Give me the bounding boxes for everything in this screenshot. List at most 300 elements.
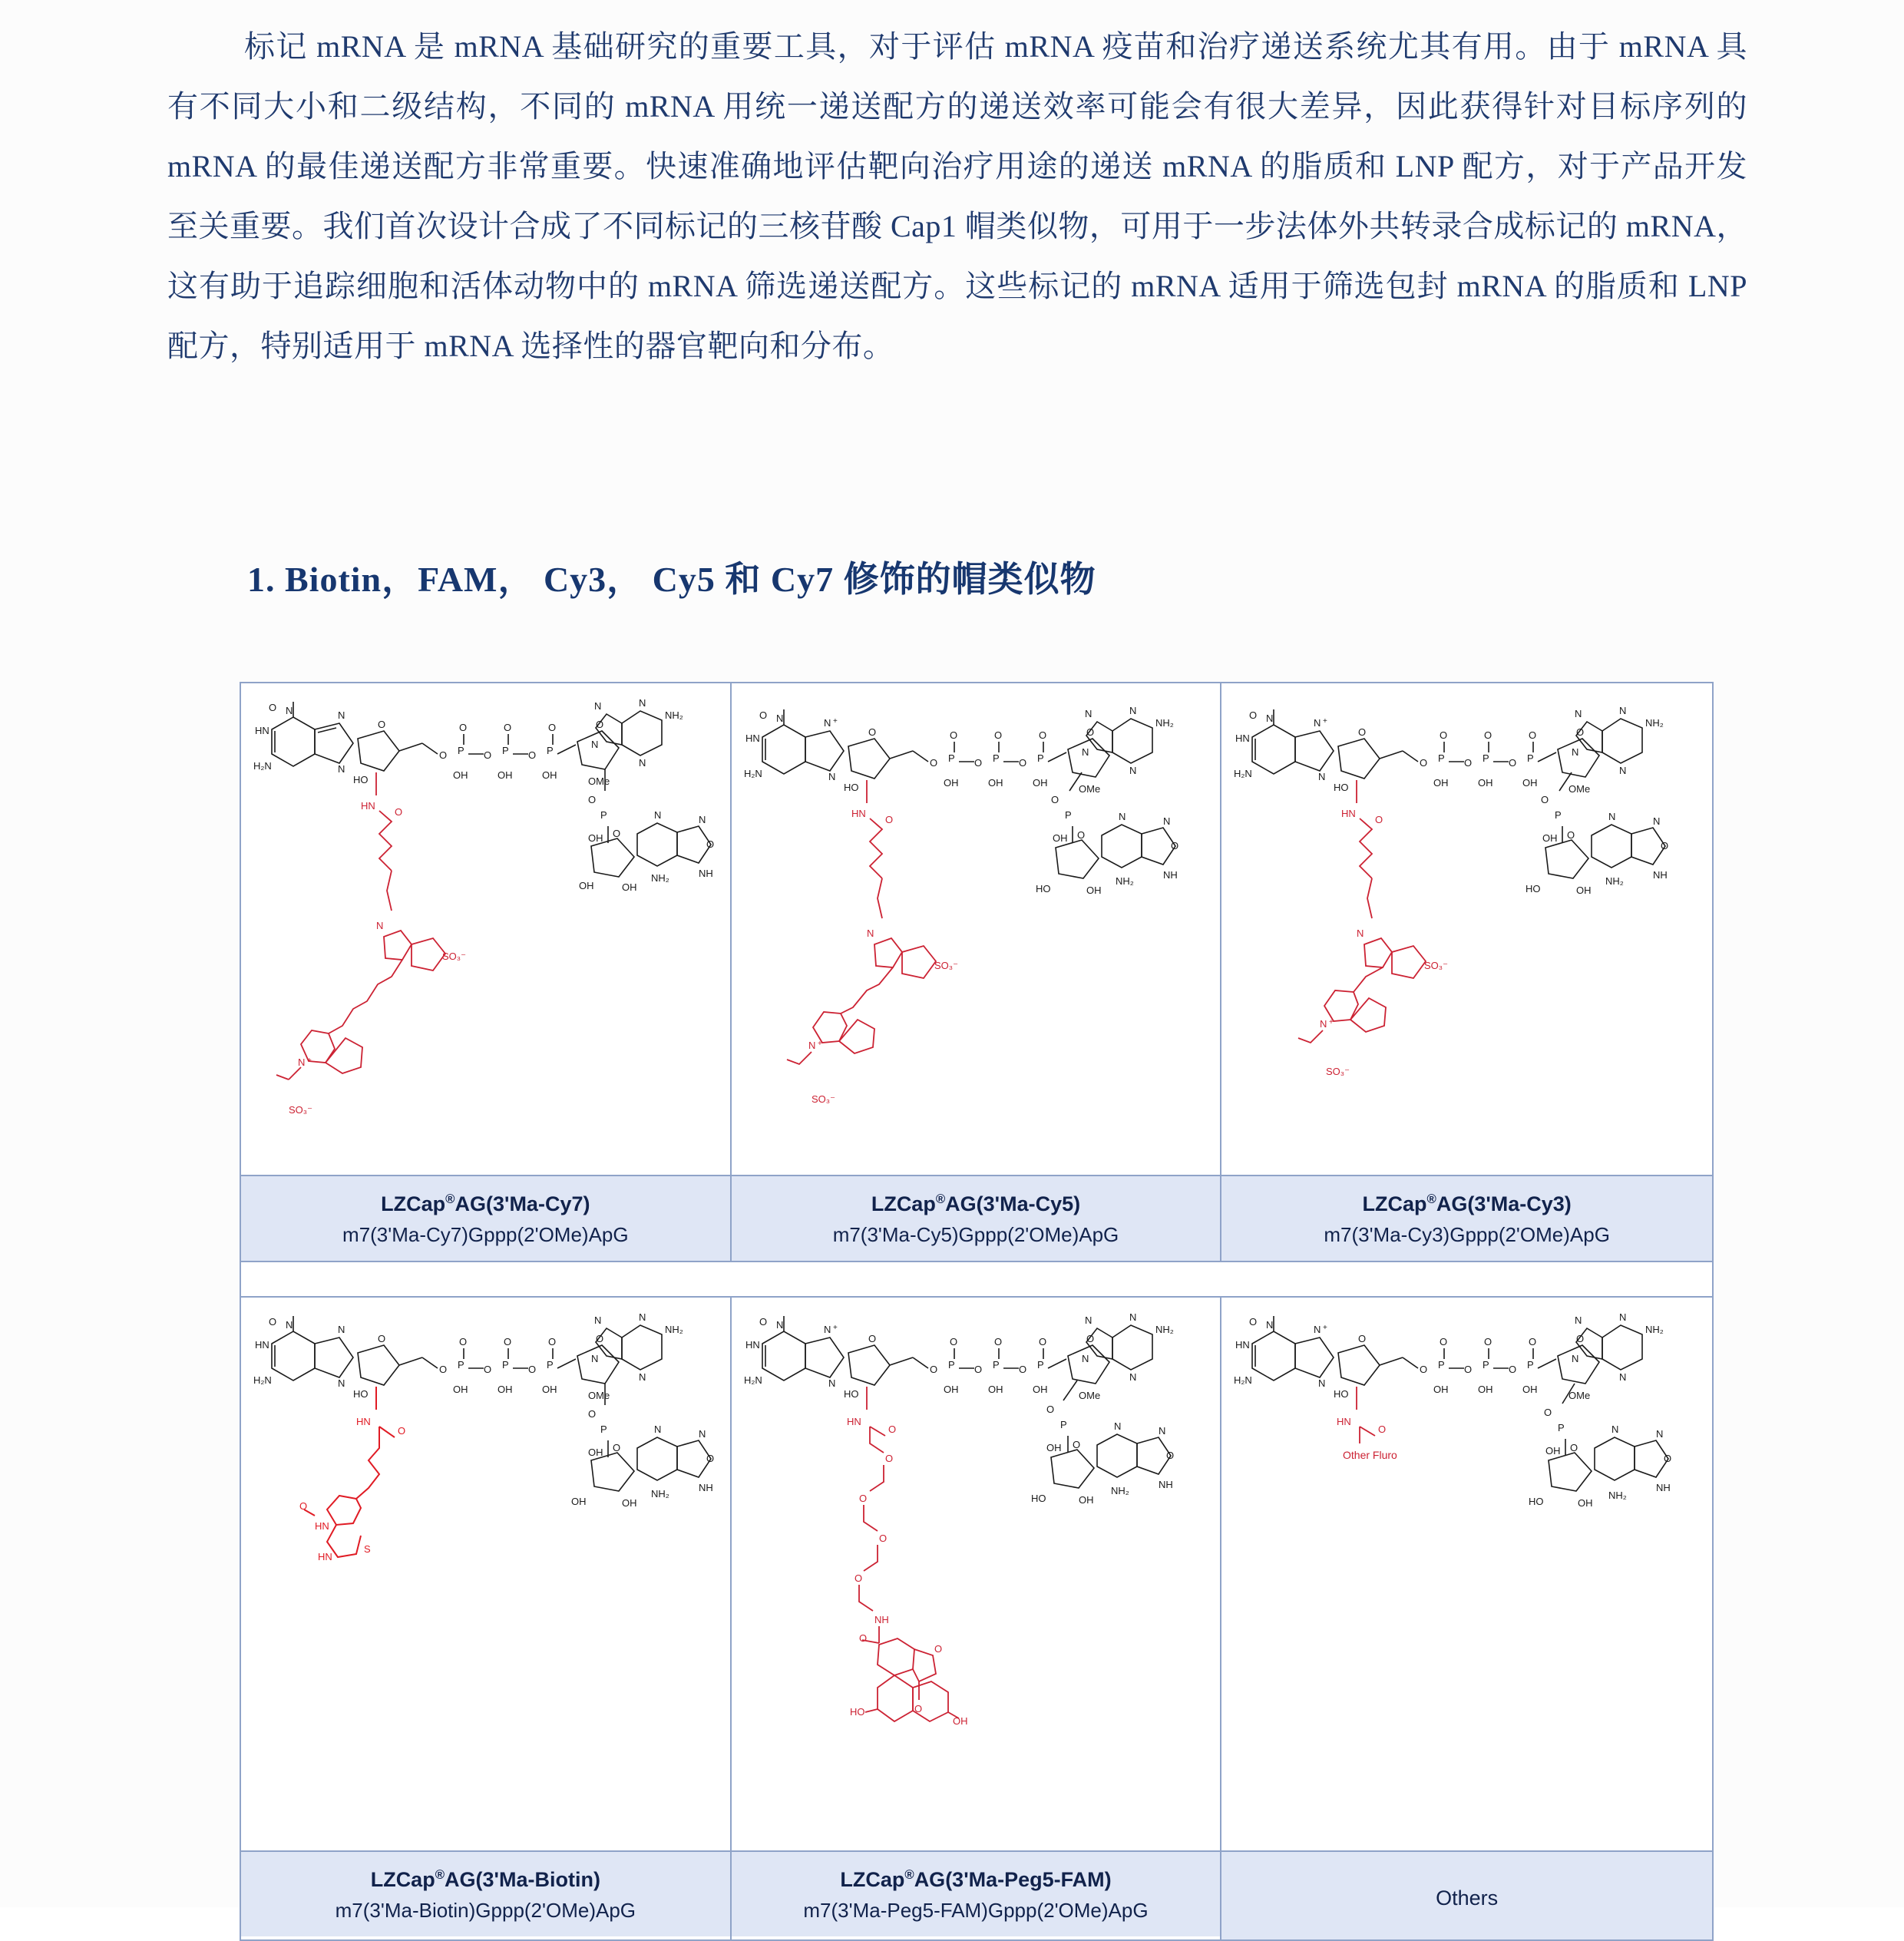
svg-text:N: N — [1129, 705, 1137, 716]
svg-text:O: O — [439, 749, 448, 761]
svg-text:N: N — [1572, 1353, 1579, 1364]
grid-cell-cy5 — [732, 683, 1222, 1261]
svg-text:N: N — [1081, 1353, 1089, 1364]
svg-text:O: O — [759, 1316, 767, 1328]
svg-text:O: O — [858, 1493, 867, 1504]
svg-text:N: N — [1129, 1371, 1137, 1383]
svg-text:P: P — [547, 745, 554, 756]
svg-text:HN: HN — [1235, 1339, 1251, 1351]
svg-text:N: N — [654, 1424, 662, 1435]
svg-text:P: P — [1555, 809, 1562, 821]
svg-text:N: N — [338, 1377, 345, 1389]
svg-text:N: N — [1084, 708, 1092, 719]
svg-text:O: O — [973, 1364, 982, 1375]
svg-text:NH₂: NH₂ — [1110, 1485, 1129, 1496]
svg-text:P: P — [1438, 752, 1445, 764]
svg-text:H₂N: H₂N — [1234, 768, 1253, 779]
svg-text:O: O — [1170, 840, 1178, 851]
svg-text:O: O — [1378, 1424, 1387, 1435]
structure-diagram-peg5-fam — [732, 1298, 1221, 1850]
svg-text:O: O — [884, 814, 893, 825]
svg-text:O: O — [398, 1425, 406, 1437]
svg-text:P: P — [502, 745, 509, 756]
svg-text:+: + — [832, 717, 838, 726]
structure-diagram-cy5 — [732, 683, 1221, 1175]
grid-cell-others — [1221, 1298, 1712, 1939]
svg-text:O: O — [1440, 729, 1448, 741]
svg-text:HN: HN — [1337, 1416, 1352, 1427]
svg-text:N: N — [376, 920, 384, 931]
svg-text:OH: OH — [542, 769, 557, 781]
grid-cell-biotin — [241, 1298, 732, 1939]
svg-text:N: N — [699, 1428, 706, 1440]
svg-text:OH: OH — [952, 1715, 968, 1727]
svg-text:HO: HO — [1529, 1496, 1544, 1507]
svg-text:P: P — [1036, 1359, 1044, 1371]
svg-text:HN: HN — [851, 808, 866, 819]
svg-text:O: O — [596, 719, 604, 730]
svg-text:N: N — [1266, 1319, 1274, 1331]
svg-text:OH: OH — [1032, 1384, 1048, 1395]
svg-text:N: N — [594, 700, 602, 712]
svg-text:N: N — [338, 1324, 345, 1335]
svg-text:O: O — [1046, 1404, 1054, 1415]
svg-text:O: O — [484, 1364, 492, 1375]
svg-text:N: N — [338, 709, 345, 721]
svg-text:NH: NH — [1158, 1479, 1173, 1490]
svg-text:O: O — [459, 722, 468, 733]
svg-text:OH: OH — [1433, 1384, 1449, 1395]
svg-text:O: O — [929, 1364, 937, 1375]
structure-diagram-cy3 — [1221, 683, 1712, 1175]
svg-text:O: O — [459, 1336, 468, 1347]
svg-text:OH: OH — [542, 1384, 557, 1395]
analog-sequence: m7(3'Ma-Cy7)Gppp(2'OMe)ApG — [342, 1223, 629, 1246]
svg-text:P: P — [1064, 809, 1072, 821]
svg-text:O: O — [1661, 840, 1669, 851]
svg-text:HO: HO — [353, 1388, 369, 1400]
svg-text:N: N — [1113, 1420, 1122, 1432]
svg-text:O: O — [868, 726, 876, 738]
svg-text:N: N — [1611, 1424, 1619, 1435]
svg-text:N: N — [286, 705, 293, 716]
svg-text:OMe: OMe — [588, 1390, 610, 1401]
svg-text:O: O — [1086, 726, 1094, 738]
svg-text:SO₃⁻: SO₃⁻ — [442, 951, 466, 962]
svg-text:NH₂: NH₂ — [1645, 1324, 1664, 1335]
analog-sequence: m7(3'Ma-Peg5-FAM)Gppp(2'OMe)ApG — [803, 1899, 1149, 1922]
svg-text:+: + — [1323, 1324, 1328, 1332]
svg-text:HN: HN — [1341, 808, 1357, 819]
svg-text:N: N — [298, 1056, 306, 1068]
svg-text:OMe: OMe — [1568, 1390, 1591, 1401]
svg-text:N: N — [1357, 928, 1364, 939]
svg-text:P: P — [992, 752, 1000, 764]
svg-text:OH: OH — [943, 777, 959, 789]
svg-text:O: O — [1249, 709, 1258, 721]
svg-text:NH₂: NH₂ — [1155, 1324, 1174, 1335]
cell-caption — [241, 1850, 730, 1936]
svg-text:P: P — [1527, 752, 1534, 764]
svg-text:OH: OH — [1542, 832, 1558, 844]
cell-caption — [1221, 1175, 1712, 1261]
analog-name: LZCap®AG(3'Ma-Cy7) — [381, 1192, 590, 1215]
svg-text:O: O — [378, 719, 386, 730]
svg-text:SO₃⁻: SO₃⁻ — [811, 1093, 835, 1105]
svg-text:P: P — [1527, 1359, 1534, 1371]
svg-text:N: N — [828, 1377, 836, 1389]
svg-text:O: O — [1249, 1316, 1258, 1328]
svg-text:P: P — [1059, 1419, 1067, 1430]
svg-text:OH: OH — [497, 769, 513, 781]
svg-text:O: O — [613, 1442, 621, 1453]
svg-text:O: O — [439, 1364, 448, 1375]
svg-text:OMe: OMe — [1568, 783, 1591, 795]
svg-text:H₂N: H₂N — [743, 768, 762, 779]
cell-caption — [732, 1175, 1221, 1261]
svg-text:HO: HO — [849, 1706, 865, 1718]
grid-cell-peg5-fam — [732, 1298, 1222, 1939]
svg-text:HN: HN — [361, 800, 375, 812]
svg-text:SO₃⁻: SO₃⁻ — [1424, 960, 1449, 971]
analog-sequence: m7(3'Ma-Cy5)Gppp(2'OMe)ApG — [832, 1223, 1119, 1246]
svg-text:NH₂: NH₂ — [1115, 875, 1134, 887]
svg-text:NH₂: NH₂ — [1645, 717, 1664, 729]
svg-text:OH: OH — [1545, 1445, 1561, 1457]
svg-text:Other Fluro: Other Fluro — [1343, 1449, 1398, 1461]
svg-text:N: N — [1575, 708, 1582, 719]
structure-diagram-others — [1221, 1298, 1712, 1850]
svg-text:N: N — [639, 757, 646, 769]
svg-text:OH: OH — [453, 1384, 468, 1395]
svg-text:O: O — [914, 1703, 922, 1714]
svg-text:O: O — [395, 806, 403, 818]
svg-text:O: O — [949, 1336, 957, 1347]
svg-text:N: N — [1314, 1324, 1321, 1335]
svg-text:N: N — [1608, 811, 1616, 822]
svg-text:N: N — [1084, 1314, 1092, 1326]
body-paragraph: 标记 mRNA 是 mRNA 基础研究的重要工具，对于评估 mRNA 疫苗和治疗递送系统尤其有用。由于 mRNA 具有不同大小和二级结构，不同的 mRNA 用统一递送配方的递送效率可能会有很大差异，因此获得针对目标序列的 mRNA 的最佳递送配方非常重要。快速准确地评估靶向治疗用途的递送 mRNA 的脂质和 LNP 配方，对于产品开发至关重要。我们首次设计合成了不同标记的三核苷酸 Cap1 帽类似物，可用于一步法体外共转录合成标记的 mRNA，这有助于追踪细胞和活体动物中的 mRNA 筛选递送配方。这些标记的 mRNA 适用于筛选包封 mRNA 的脂质和 LNP 配方，特别适用于 mRNA 选择性的器官靶向和分布。 — [167, 29, 1747, 363]
svg-text:N: N — [639, 1371, 646, 1383]
svg-text:O: O — [949, 729, 957, 741]
svg-text:OH: OH — [588, 1447, 603, 1458]
svg-text:O: O — [1464, 1364, 1473, 1375]
svg-text:O: O — [1018, 1364, 1026, 1375]
svg-text:P: P — [992, 1359, 1000, 1371]
svg-text:O: O — [1576, 1333, 1585, 1344]
svg-text:HO: HO — [843, 782, 859, 793]
svg-text:H₂N: H₂N — [1234, 1374, 1253, 1386]
svg-text:O: O — [504, 1336, 512, 1347]
svg-text:O: O — [299, 1500, 308, 1512]
svg-text:OH: OH — [1046, 1442, 1062, 1453]
analog-name: LZCap®AG(3'Ma-Cy3) — [1362, 1192, 1572, 1215]
svg-text:HN: HN — [315, 1520, 329, 1532]
svg-text:O: O — [888, 1424, 896, 1435]
analog-name: Others — [1436, 1886, 1499, 1910]
svg-text:N: N — [866, 928, 874, 939]
svg-text:HN: HN — [1235, 732, 1251, 744]
grid-row — [241, 1298, 1712, 1939]
svg-text:OH: OH — [943, 1384, 959, 1395]
svg-text:O: O — [884, 1453, 893, 1464]
svg-text:OH: OH — [1032, 777, 1048, 789]
svg-text:NH: NH — [874, 1614, 889, 1625]
svg-text:O: O — [993, 1336, 1002, 1347]
svg-text:N: N — [1656, 1428, 1664, 1440]
structure-diagram-cy7 — [241, 683, 730, 1175]
svg-text:OH: OH — [1478, 1384, 1493, 1395]
svg-text:HN: HN — [745, 1339, 760, 1351]
svg-text:SO₃⁻: SO₃⁻ — [934, 960, 958, 971]
svg-text:OH: OH — [622, 1497, 637, 1509]
svg-text:OMe: OMe — [588, 775, 610, 787]
svg-text:O: O — [878, 1533, 887, 1544]
structure-diagram-biotin — [241, 1298, 730, 1850]
svg-text:NH₂: NH₂ — [651, 872, 669, 884]
svg-text:P: P — [458, 745, 464, 756]
svg-text:P: P — [458, 1359, 464, 1371]
svg-text:HO: HO — [353, 774, 369, 785]
svg-text:N: N — [594, 1314, 602, 1326]
svg-text:O: O — [1509, 1364, 1517, 1375]
svg-text:OH: OH — [1576, 885, 1592, 896]
svg-text:N: N — [699, 814, 706, 825]
svg-text:OH: OH — [1086, 885, 1102, 896]
svg-text:OH: OH — [571, 1496, 587, 1507]
svg-text:O: O — [854, 1572, 862, 1584]
svg-text:O: O — [1375, 814, 1383, 825]
svg-text:O: O — [1567, 829, 1575, 841]
svg-text:OH: OH — [1478, 777, 1493, 789]
svg-text:HN: HN — [318, 1551, 332, 1562]
svg-text:N: N — [1575, 1314, 1582, 1326]
svg-text:O: O — [588, 1408, 597, 1420]
svg-text:N: N — [1572, 746, 1579, 758]
svg-text:N: N — [775, 1319, 784, 1331]
svg-text:N: N — [823, 1324, 831, 1335]
svg-text:NH₂: NH₂ — [1155, 717, 1174, 729]
svg-text:O: O — [1165, 1450, 1174, 1461]
svg-text:O: O — [1509, 757, 1517, 769]
svg-text:+: + — [832, 1324, 838, 1332]
svg-text:+: + — [1323, 717, 1328, 726]
svg-text:HO: HO — [843, 1388, 859, 1400]
svg-text:OH: OH — [453, 769, 468, 781]
svg-text:O: O — [1664, 1453, 1672, 1464]
svg-text:O: O — [1570, 1442, 1578, 1453]
svg-text:HO: HO — [1334, 782, 1349, 793]
cell-caption — [1221, 1850, 1712, 1939]
svg-text:P: P — [600, 809, 607, 821]
svg-text:+: + — [1329, 1018, 1334, 1027]
svg-text:S: S — [364, 1543, 371, 1555]
svg-text:O: O — [929, 757, 937, 769]
svg-text:NH: NH — [1653, 869, 1668, 881]
svg-text:OH: OH — [1052, 832, 1068, 844]
svg-text:N: N — [808, 1040, 816, 1051]
svg-text:NH₂: NH₂ — [1605, 875, 1625, 887]
svg-text:HO: HO — [1334, 1388, 1349, 1400]
svg-text:P: P — [947, 1359, 955, 1371]
svg-text:O: O — [1072, 1439, 1080, 1450]
svg-text:N: N — [1318, 1377, 1326, 1389]
svg-text:NH: NH — [1656, 1482, 1671, 1493]
svg-text:NH₂: NH₂ — [1608, 1490, 1628, 1501]
grid-spacer-row — [241, 1261, 1712, 1298]
svg-text:N: N — [338, 763, 345, 775]
svg-text:N: N — [823, 717, 831, 729]
svg-text:P: P — [1036, 752, 1044, 764]
svg-text:O: O — [269, 1316, 277, 1328]
svg-text:N: N — [1619, 1371, 1627, 1383]
svg-text:O: O — [504, 722, 512, 733]
svg-text:O: O — [528, 1364, 537, 1375]
svg-text:P: P — [947, 752, 955, 764]
svg-text:O: O — [1018, 757, 1026, 769]
svg-text:P: P — [1438, 1359, 1445, 1371]
svg-text:O: O — [1358, 1333, 1367, 1344]
svg-text:O: O — [484, 749, 492, 761]
svg-text:OH: OH — [987, 777, 1003, 789]
svg-text:O: O — [1420, 1364, 1428, 1375]
section-heading: 1. Biotin，FAM， Cy3， Cy5 和 Cy7 修饰的帽类似物 — [247, 560, 1096, 599]
svg-text:N: N — [1129, 1311, 1137, 1323]
svg-text:N: N — [286, 1319, 293, 1331]
svg-text:O: O — [269, 702, 277, 713]
svg-text:NH₂: NH₂ — [651, 1488, 669, 1500]
svg-text:O: O — [548, 722, 557, 733]
svg-text:NH: NH — [699, 1482, 713, 1493]
svg-text:O: O — [934, 1643, 942, 1655]
svg-text:O: O — [596, 1333, 604, 1344]
svg-text:O: O — [1529, 1336, 1537, 1347]
svg-text:H₂N: H₂N — [253, 1374, 272, 1386]
svg-text:N: N — [1653, 815, 1661, 827]
svg-text:O: O — [706, 1453, 715, 1464]
svg-text:P: P — [1483, 1359, 1489, 1371]
svg-text:O: O — [973, 757, 982, 769]
svg-text:O: O — [1484, 729, 1492, 741]
svg-text:O: O — [588, 794, 597, 805]
svg-text:N: N — [591, 1353, 599, 1364]
svg-text:O: O — [528, 749, 537, 761]
svg-text:O: O — [1076, 829, 1085, 841]
svg-text:OH: OH — [987, 1384, 1003, 1395]
svg-text:N: N — [828, 771, 836, 782]
svg-text:N: N — [1129, 765, 1137, 776]
svg-text:N: N — [1158, 1425, 1166, 1437]
svg-text:SO₃⁻: SO₃⁻ — [1326, 1066, 1350, 1077]
svg-text:HN: HN — [356, 1416, 371, 1427]
svg-text:O: O — [1358, 726, 1367, 738]
cell-caption — [732, 1850, 1221, 1936]
svg-text:O: O — [378, 1333, 386, 1344]
svg-text:O: O — [1529, 729, 1537, 741]
svg-text:N: N — [1081, 746, 1089, 758]
svg-text:NH: NH — [1162, 869, 1178, 881]
svg-text:OH: OH — [1578, 1497, 1593, 1509]
svg-text:HN: HN — [846, 1416, 861, 1427]
svg-text:HO: HO — [1035, 883, 1051, 894]
svg-text:O: O — [613, 828, 621, 839]
svg-text:OMe: OMe — [1078, 1390, 1100, 1401]
svg-text:OH: OH — [588, 832, 603, 844]
svg-text:OH: OH — [622, 881, 637, 893]
svg-text:N: N — [1314, 717, 1321, 729]
svg-text:N: N — [591, 739, 599, 750]
svg-text:HN: HN — [745, 732, 760, 744]
analog-name: LZCap®AG(3'Ma-Peg5-FAM) — [840, 1867, 1112, 1891]
svg-text:OH: OH — [1522, 777, 1538, 789]
svg-text:HO: HO — [1030, 1493, 1046, 1504]
svg-text:N: N — [1118, 811, 1126, 822]
svg-text:O: O — [868, 1333, 876, 1344]
svg-text:P: P — [1483, 752, 1489, 764]
svg-text:N: N — [1318, 771, 1326, 782]
svg-text:N: N — [775, 713, 784, 724]
svg-text:O: O — [1464, 757, 1473, 769]
svg-text:N: N — [1162, 815, 1171, 827]
svg-text:O: O — [1541, 794, 1549, 805]
svg-text:HN: HN — [255, 1339, 269, 1351]
analog-name: LZCap®AG(3'Ma-Biotin) — [370, 1867, 600, 1891]
svg-text:N: N — [654, 809, 662, 821]
analog-sequence: m7(3'Ma-Biotin)Gppp(2'OMe)ApG — [335, 1899, 636, 1922]
svg-text:NH₂: NH₂ — [665, 1324, 683, 1335]
svg-text:HO: HO — [1526, 883, 1541, 894]
svg-text:SO₃⁻: SO₃⁻ — [289, 1104, 312, 1116]
svg-text:O: O — [1038, 1336, 1046, 1347]
svg-text:N: N — [1266, 713, 1274, 724]
svg-text:O: O — [1038, 729, 1046, 741]
cap-analog-grid — [240, 682, 1714, 1941]
svg-text:OH: OH — [1078, 1494, 1094, 1506]
svg-text:+: + — [307, 1056, 312, 1065]
svg-text:OH: OH — [1433, 777, 1449, 789]
svg-text:OH: OH — [1522, 1384, 1538, 1395]
svg-text:N: N — [1619, 705, 1627, 716]
svg-text:P: P — [1558, 1422, 1565, 1433]
svg-text:O: O — [1086, 1333, 1094, 1344]
svg-text:N: N — [1320, 1018, 1327, 1030]
svg-text:O: O — [1544, 1407, 1552, 1418]
svg-text:+: + — [817, 1040, 822, 1048]
svg-text:N: N — [1619, 1311, 1627, 1323]
svg-text:P: P — [547, 1359, 554, 1371]
svg-text:O: O — [548, 1336, 557, 1347]
svg-text:H₂N: H₂N — [253, 760, 272, 772]
svg-text:P: P — [502, 1359, 509, 1371]
grid-cell-cy7 — [241, 683, 732, 1261]
grid-row — [241, 683, 1712, 1261]
svg-text:P: P — [600, 1424, 607, 1435]
svg-text:H₂N: H₂N — [743, 1374, 762, 1386]
svg-text:O: O — [759, 709, 767, 721]
analog-name: LZCap®AG(3'Ma-Cy5) — [871, 1192, 1081, 1215]
svg-text:N: N — [639, 697, 646, 709]
svg-text:OMe: OMe — [1078, 783, 1100, 795]
svg-text:O: O — [858, 1632, 867, 1644]
grid-cell-cy3 — [1221, 683, 1712, 1261]
svg-text:O: O — [993, 729, 1002, 741]
svg-text:N: N — [1619, 765, 1627, 776]
svg-text:OH: OH — [497, 1384, 513, 1395]
svg-text:HN: HN — [255, 725, 269, 736]
analog-sequence: m7(3'Ma-Cy3)Gppp(2'OMe)ApG — [1324, 1223, 1610, 1246]
svg-text:NH: NH — [699, 868, 713, 879]
svg-text:O: O — [1484, 1336, 1492, 1347]
